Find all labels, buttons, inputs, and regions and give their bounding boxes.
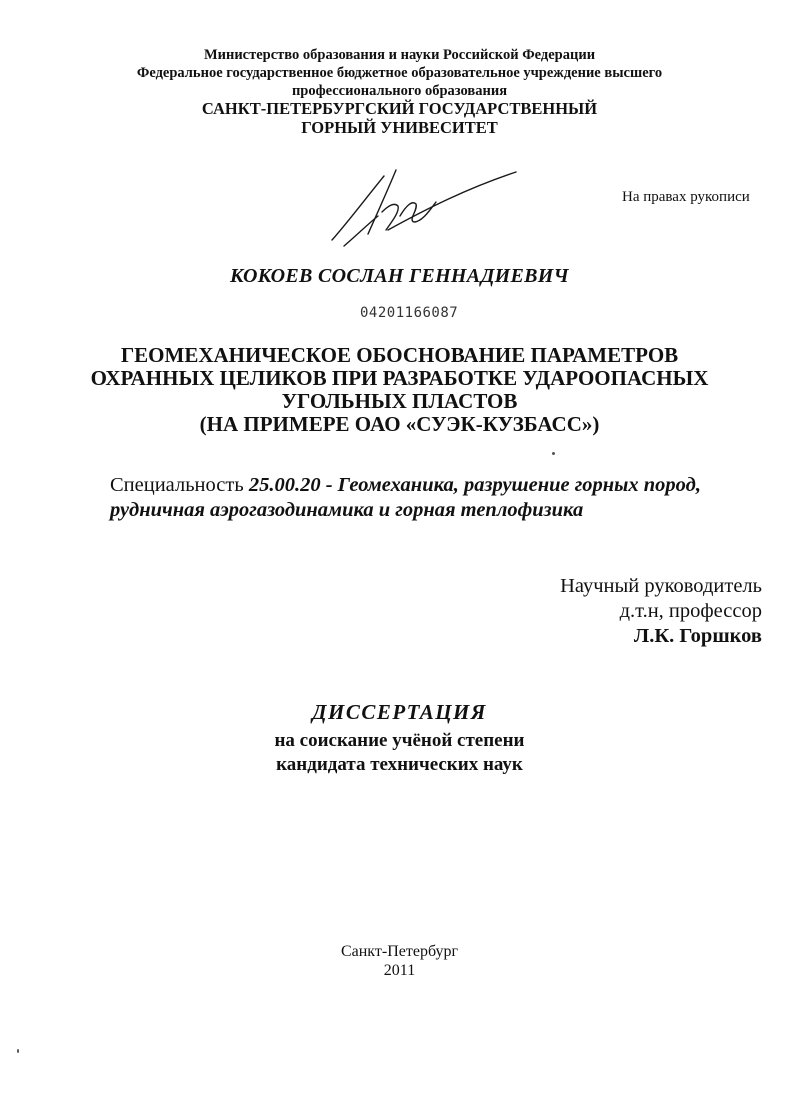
dissertation-heading: ДИССЕРТАЦИЯ bbox=[312, 700, 487, 724]
degree-line1: на соискание учёной степени bbox=[274, 730, 525, 751]
specialty-line1 bbox=[110, 472, 770, 498]
supervisor-role: Научный руководитель bbox=[560, 575, 762, 597]
signature-graphic bbox=[328, 164, 523, 250]
supervisor-rank: д.т.н, профессор bbox=[619, 600, 762, 622]
university-name-line1: САНКТ-ПЕТЕРБУРГСКИЙ ГОСУДАРСТВЕННЫЙ bbox=[201, 99, 598, 118]
author-name: КОКОЕВ СОСЛАН ГЕННАДИЕВИЧ bbox=[230, 265, 569, 287]
city: Санкт-Петербург bbox=[340, 943, 459, 960]
title-line1: ГЕОМЕХАНИЧЕСКОЕ ОБОСНОВАНИЕ ПАРАМЕТРОВ bbox=[120, 343, 679, 367]
year: 2011 bbox=[383, 962, 416, 979]
title-line2: ОХРАННЫХ ЦЕЛИКОВ ПРИ РАЗРАБОТКЕ УДАРООПАСНЫХ bbox=[90, 366, 709, 390]
specialty-label: Специальность bbox=[110, 474, 249, 496]
specialty-code-name: 25.00.20 - Геомеханика, разрушение горных пород, bbox=[248, 474, 701, 496]
specialty-line2: рудничная аэрогазодинамика и горная теплофизика bbox=[110, 499, 584, 521]
registration-number: 04201166087 bbox=[360, 305, 459, 321]
title-line4: (НА ПРИМЕРЕ ОАО «СУЭК-КУЗБАСС») bbox=[199, 412, 600, 436]
manuscript-rights-note: На правах рукописи bbox=[622, 189, 750, 205]
title-line3: УГОЛЬНЫХ ПЛАСТОВ bbox=[281, 389, 518, 413]
degree-line2: кандидата технических наук bbox=[276, 754, 523, 775]
university-name-line2: ГОРНЫЙ УНИВЕСИТЕТ bbox=[301, 118, 498, 137]
education-line: профессионального образования bbox=[291, 83, 508, 99]
institution-type-line: Федеральное государственное бюджетное образовательное учреждение высшего bbox=[136, 65, 663, 81]
scan-speck bbox=[552, 452, 555, 455]
scan-speck-corner bbox=[17, 1049, 19, 1053]
supervisor-name: Л.К. Горшков bbox=[633, 625, 762, 647]
ministry-line: Министерство образования и науки Российской Федерации bbox=[203, 47, 596, 63]
